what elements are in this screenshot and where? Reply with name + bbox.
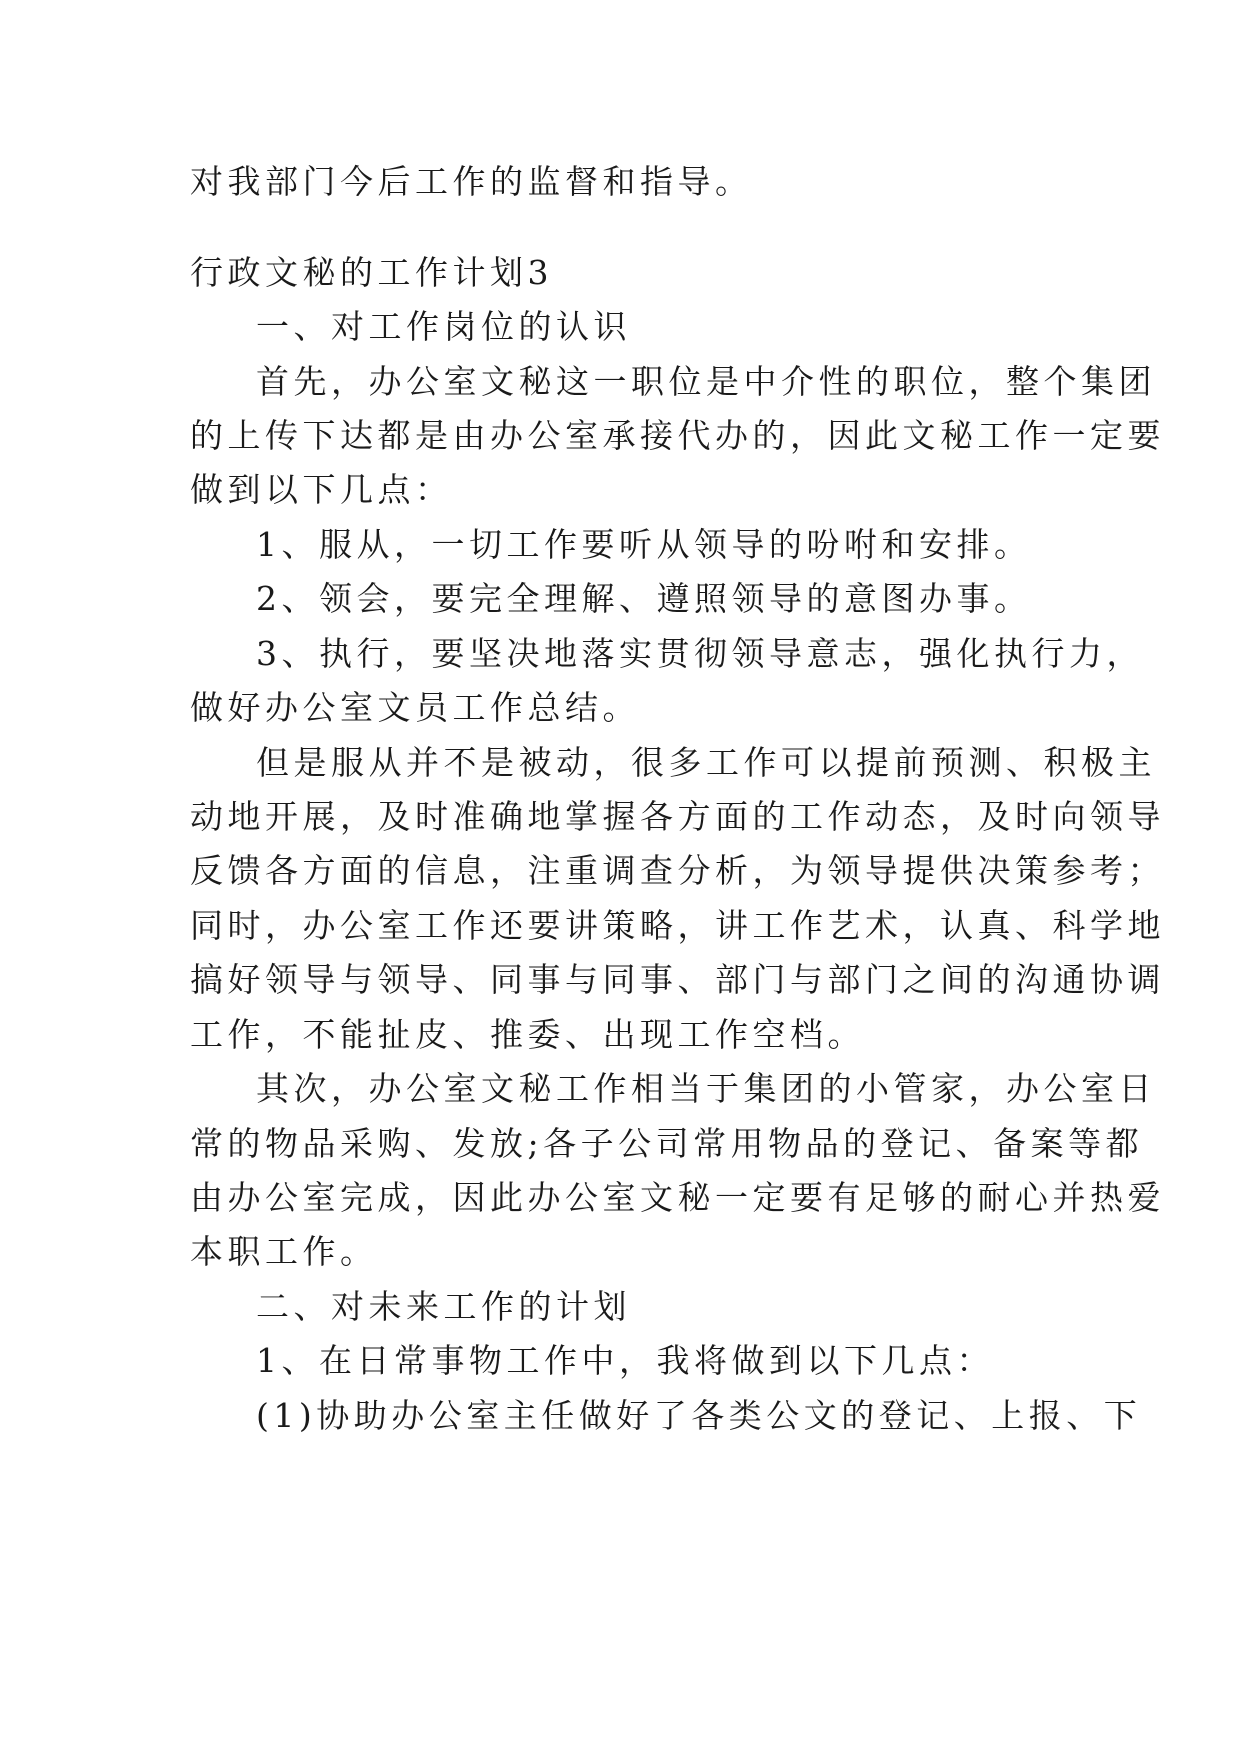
paragraph-line: 由办公室完成，因此办公室文秘一定要有足够的耐心并热爱 [190, 1178, 1165, 1217]
paragraph-line: 其次，办公室文秘工作相当于集团的小管家，办公室日 [256, 1069, 1156, 1108]
heading-2: 二、对未来工作的计划 [256, 1287, 631, 1326]
paragraph-line: 动地开展，及时准确地掌握各方面的工作动态，及时向领导 [190, 797, 1165, 836]
paragraph-line: 做到以下几点： [190, 470, 453, 509]
list-item: 1、服从，一切工作要听从领导的吩咐和安排。 [256, 525, 1032, 564]
list-item: 1、在日常事物工作中，我将做到以下几点： [256, 1341, 994, 1380]
sub-list-item: (1)协助办公室主任做好了各类公文的登记、上报、下 [256, 1396, 1142, 1435]
paragraph-line: 反馈各方面的信息，注重调查分析，为领导提供决策参考； [190, 851, 1165, 890]
paragraph-line: 首先，办公室文秘这一职位是中介性的职位，整个集团 [256, 362, 1156, 401]
heading-1: 一、对工作岗位的认识 [256, 307, 631, 346]
paragraph-line: 但是服从并不是被动，很多工作可以提前预测、积极主 [256, 743, 1156, 782]
paragraph-line: 的上传下达都是由办公室承接代办的，因此文秘工作一定要 [190, 416, 1165, 455]
paragraph-line: 同时，办公室工作还要讲策略，讲工作艺术，认真、科学地 [190, 906, 1165, 945]
paragraph-line: 搞好领导与领导、同事与同事、部门与部门之间的沟通协调 [190, 960, 1165, 999]
section-title: 行政文秘的工作计划3 [190, 253, 553, 292]
paragraph-continuation: 对我部门今后工作的监督和指导。 [190, 162, 753, 201]
list-item-continuation: 做好办公室文员工作总结。 [190, 688, 640, 727]
paragraph-line: 工作，不能扯皮、推委、出现工作空档。 [190, 1015, 865, 1054]
paragraph-line: 常的物品采购、发放;各子公司常用物品的登记、备案等都 [190, 1124, 1144, 1163]
paragraph-line: 本职工作。 [190, 1232, 378, 1271]
list-item: 2、领会，要完全理解、遵照领导的意图办事。 [256, 579, 1032, 618]
list-item: 3、执行，要坚决地落实贯彻领导意志，强化执行力， [256, 634, 1144, 673]
